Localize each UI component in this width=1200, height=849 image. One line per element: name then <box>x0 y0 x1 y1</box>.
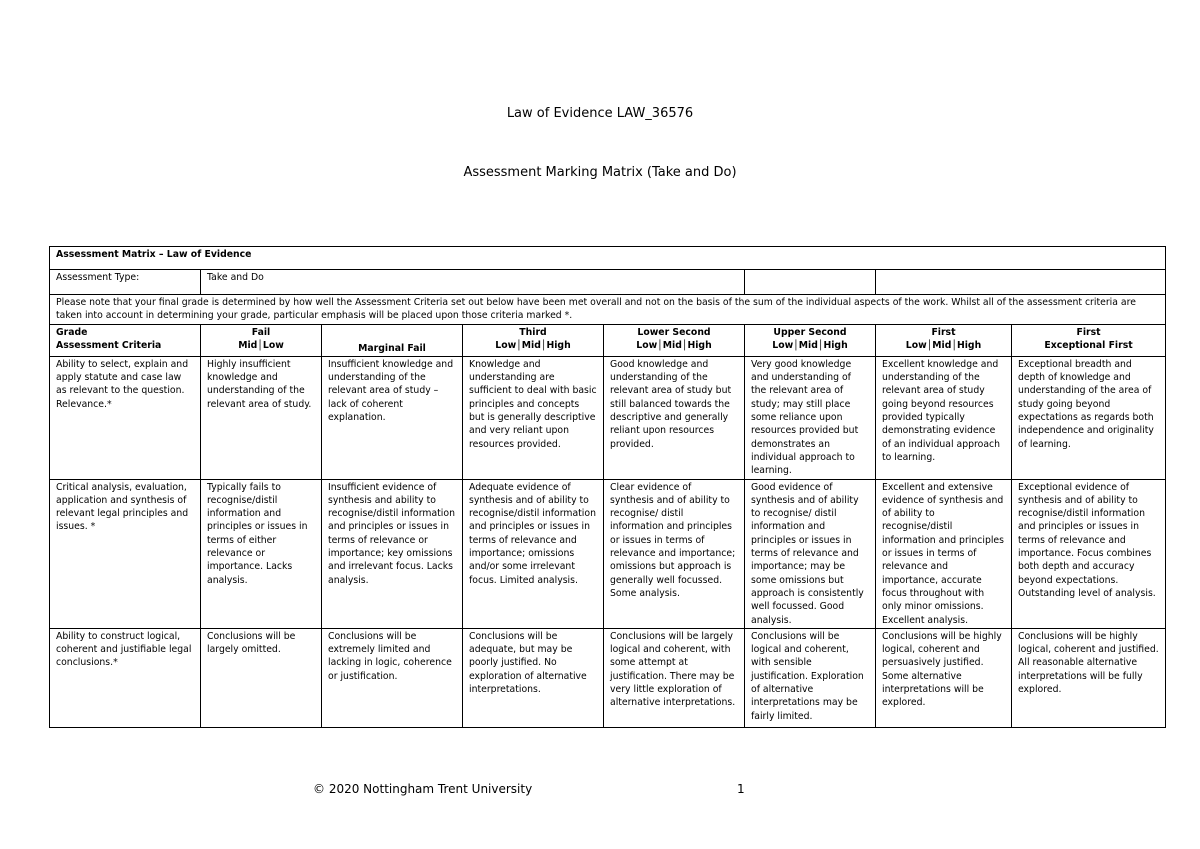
grading-note: Please note that your final grade is determined by how well the Assessment Criteria set out below have been met overall and not on the basis of the sum of the individual aspects of the work. Whilst all of the assessment criteria are taken into account in determining your grade, particular emphasis will be placed upon those criteria marked *. <box>50 295 1166 325</box>
criteria-cell: Conclusions will be highly logical, coherent and justified. All reasonable alternative interpretations will be fully explored. <box>1012 628 1166 727</box>
criteria-cell: Clear evidence of synthesis and of ability to recognise/ distil information and principles or issues in terms of relevance and importance; omissions but approach is generally well focussed. Some analysis. <box>604 479 745 628</box>
assessment-type-row <box>50 270 1166 295</box>
criteria-cell: Conclusions will be extremely limited and lacking in logic, coherence or justification. <box>322 628 463 727</box>
criteria-cell: Conclusions will be logical and coherent, with sensible justification. Exploration of alternative interpretations may be fairly limited. <box>745 628 876 727</box>
criteria-cell: Insufficient knowledge and understanding of the relevant area of study – lack of coherent explanation. <box>322 356 463 479</box>
matrix-heading: Assessment Matrix – Law of Evidence <box>50 247 1166 270</box>
criteria-cell: Knowledge and understanding are sufficient to deal with basic principles and concepts but is generally descriptive and very reliant upon resources provided. <box>463 356 604 479</box>
criteria-cell: Typically fails to recognise/distil information and principles or issues in terms of either relevance or importance. Lacks analysis. <box>201 479 322 628</box>
criteria-cell: Conclusions will be largely logical and coherent, with some attempt at justification. There may be very little exploration of alternative interpretations. <box>604 628 745 727</box>
criteria-cell: Very good knowledge and understanding of the relevant area of study; may still place some reliance upon resources provided but demonstrates an individual approach to learning. <box>745 356 876 479</box>
assessment-type-label: Assessment Type: <box>50 270 201 295</box>
criteria-cell: Adequate evidence of synthesis and of ability to recognise/distil information and principles or issues in terms of relevance and importance; omissions and/or some irrelevant focus. Limited analysis. <box>463 479 604 628</box>
criteria-cell: Conclusions will be highly logical, coherent and persuasively justified. Some alternative interpretations will be explored. <box>876 628 1012 727</box>
criteria-cell: Ability to construct logical, coherent and justifiable legal conclusions.* <box>50 628 201 727</box>
criteria-cell: Highly insufficient knowledge and understanding of the relevant area of study. <box>201 356 322 479</box>
assessment-type-value: Take and Do <box>201 270 745 295</box>
grade-header-lower-second: Lower Second Low│Mid│High <box>604 324 745 356</box>
document-title: Law of Evidence LAW_36576 <box>506 106 694 121</box>
assessment-type-blank-2 <box>876 270 1166 295</box>
criteria-cell: Exceptional evidence of synthesis and of ability to recognise/distil information and principles or issues in terms of relevance and importance. Focus combines both depth and accuracy beyond expectations. Outstanding level of analysis. <box>1012 479 1166 628</box>
criteria-cell: Excellent knowledge and understanding of the relevant area of study going beyond resources provided typically demonstrating evidence of an individual approach to learning. <box>876 356 1012 479</box>
footer-copyright: © 2020 Nottingham Trent University <box>313 782 533 796</box>
criteria-cell: Critical analysis, evaluation, application and synthesis of relevant legal principles and issues. * <box>50 479 201 628</box>
criteria-row-knowledge <box>50 356 1166 479</box>
grade-header-criteria: Grade Assessment Criteria <box>50 324 201 356</box>
page-number: 1 <box>737 782 745 796</box>
assessment-matrix-table <box>49 246 1166 728</box>
grade-header-row <box>50 324 1166 356</box>
criteria-cell: Conclusions will be adequate, but may be poorly justified. No exploration of alternative interpretations. <box>463 628 604 727</box>
criteria-cell: Excellent and extensive evidence of synthesis and of ability to recognise/distil information and principles or issues in terms of relevance and importance, accurate focus throughout with only minor omissions. Excellent analysis. <box>876 479 1012 628</box>
grade-header-marginal-fail: Marginal Fail <box>322 324 463 356</box>
grade-header-first: First Low│Mid│High <box>876 324 1012 356</box>
grade-header-fail: Fail Mid│Low <box>201 324 322 356</box>
criteria-row-conclusions <box>50 628 1166 727</box>
assessment-type-blank-1 <box>745 270 876 295</box>
criteria-cell: Insufficient evidence of synthesis and ability to recognise/distil information and principles or issues in terms of relevance or importance; key omissions and irrelevant focus. Lacks analysis. <box>322 479 463 628</box>
criteria-cell: Conclusions will be largely omitted. <box>201 628 322 727</box>
criteria-cell: Good evidence of synthesis and of ability to recognise/ distil information and principles or issues in terms of relevance and importance; may be some omissions but approach is consistently well focussed. Good analysis. <box>745 479 876 628</box>
criteria-cell: Ability to select, explain and apply statute and case law as relevant to the question. Relevance.* <box>50 356 201 479</box>
document-subtitle: Assessment Marking Matrix (Take and Do) <box>463 165 737 180</box>
criteria-cell: Exceptional breadth and depth of knowledge and understanding of the area of study going beyond expectations as regards both independence and originality of learning. <box>1012 356 1166 479</box>
criteria-cell: Good knowledge and understanding of the relevant area of study but still balanced towards the descriptive and generally reliant upon resources provided. <box>604 356 745 479</box>
criteria-row-analysis <box>50 479 1166 628</box>
grade-header-third: Third Low│Mid│High <box>463 324 604 356</box>
matrix-heading-row <box>50 247 1166 270</box>
grading-note-row <box>50 295 1166 325</box>
grade-header-exceptional-first: First Exceptional First <box>1012 324 1166 356</box>
grade-header-upper-second: Upper Second Low│Mid│High <box>745 324 876 356</box>
